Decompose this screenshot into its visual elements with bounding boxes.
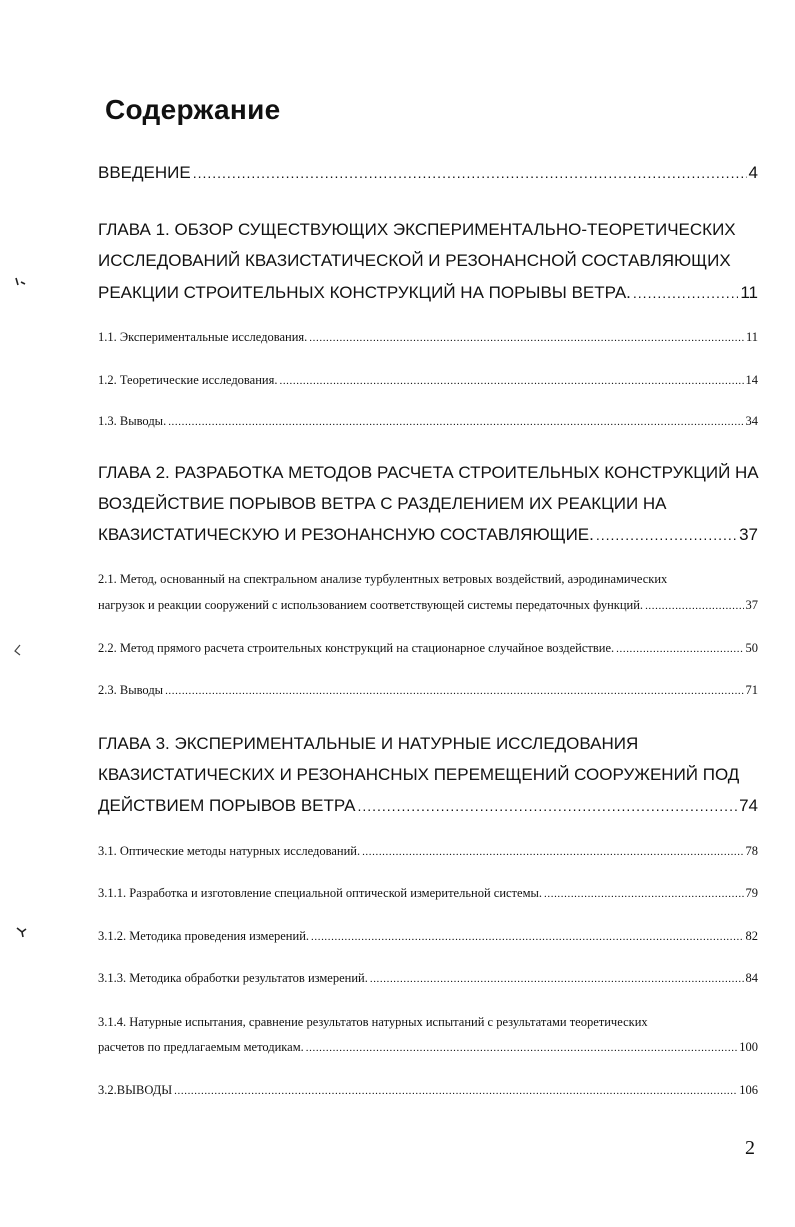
entry-label: КВАЗИСТАТИЧЕСКУЮ И РЕЗОНАНСНУЮ СОСТАВЛЯЮЩИЕ. — [98, 525, 594, 544]
toc-entry-2-1[interactable] — [98, 598, 758, 613]
dot-leader — [596, 527, 737, 543]
entry-label: 1.2. Теоретические исследования. — [98, 373, 278, 387]
entry-label: нагрузок и реакции сооружений с использованием соответствующей системы передаточных функций. — [98, 598, 644, 612]
entry-label: 3.1.1. Разработка и изготовление специальной оптической измерительной системы. — [98, 886, 543, 900]
toc-entry-3-1-4-line-1: 3.1.4. Натурные испытания, сравнение результатов натурных испытаний с результатами теоретических — [98, 1015, 648, 1029]
toc-entry-3-1-2[interactable] — [98, 929, 758, 944]
chapter-2-title-line-2: ВОЗДЕЙСТВИЕ ПОРЫВОВ ВЕТРА С РАЗДЕЛЕНИЕМ ИХ РЕАКЦИИ НА — [98, 494, 667, 513]
scan-speck-icon — [12, 643, 26, 657]
entry-label: 3.1.3. Методика обработки результатов измерений. — [98, 971, 368, 985]
page-number: 2 — [745, 1137, 755, 1159]
toc-entry-chapter-1[interactable] — [98, 283, 758, 303]
entry-page: 4 — [748, 163, 758, 182]
entry-page: 82 — [745, 929, 758, 943]
entry-page: 79 — [745, 886, 758, 900]
toc-entry-intro[interactable] — [98, 163, 758, 183]
entry-label: 3.1.2. Методика проведения измерений. — [98, 929, 310, 943]
entry-page: 34 — [745, 414, 758, 428]
toc-entry-chapter-2[interactable] — [98, 525, 758, 545]
entry-page: 37 — [745, 598, 758, 612]
toc-entry-3-2[interactable] — [98, 1083, 758, 1098]
toc-entry-3-1[interactable] — [98, 844, 758, 859]
toc-entry-2-3[interactable] — [98, 683, 758, 698]
entry-label: 3.2.ВЫВОДЫ — [98, 1083, 173, 1097]
toc-entry-chapter-3[interactable] — [98, 796, 758, 816]
entry-label: 1.3. Выводы. — [98, 414, 167, 428]
toc-entry-2-1-line-1: 2.1. Метод, основанный на спектральном анализе турбулентных ветровых воздействий, аэродинамических — [98, 572, 668, 586]
entry-page: 74 — [739, 796, 758, 815]
toc-entry-3-1-1[interactable] — [98, 886, 758, 901]
dot-leader — [165, 685, 743, 697]
entry-page: 11 — [745, 330, 758, 344]
entry-page: 71 — [745, 683, 758, 697]
entry-page: 106 — [739, 1083, 758, 1097]
entry-label: расчетов по предлагаемым методикам. — [98, 1040, 304, 1054]
chapter-1-title-line-1: ГЛАВА 1. ОБЗОР СУЩЕСТВУЮЩИХ ЭКСПЕРИМЕНТАЛЬНО-ТЕОРЕТИЧЕСКИХ — [98, 220, 736, 239]
page-title: Содержание — [105, 94, 281, 125]
entry-label: 3.1. Оптические методы натурных исследований. — [98, 844, 361, 858]
entry-label: 2.3. Выводы — [98, 683, 164, 697]
entry-page: 11 — [740, 283, 758, 302]
toc-entry-3-1-3[interactable] — [98, 971, 758, 986]
entry-label: РЕАКЦИИ СТРОИТЕЛЬНЫХ КОНСТРУКЦИЙ НА ПОРЫВЫ ВЕТРА. — [98, 283, 631, 302]
entry-page: 50 — [745, 641, 758, 655]
dot-leader — [633, 285, 738, 301]
entry-label: ДЕЙСТВИЕМ ПОРЫВОВ ВЕТРА — [98, 796, 356, 815]
entry-page: 100 — [739, 1040, 758, 1054]
dot-leader — [174, 1085, 737, 1097]
dot-leader — [362, 846, 743, 858]
toc-entry-1-2[interactable] — [98, 373, 758, 388]
chapter-3-title-line-2: КВАЗИСТАТИЧЕСКИХ И РЕЗОНАНСНЫХ ПЕРЕМЕЩЕНИЙ СООРУЖЕНИЙ ПОД — [98, 765, 740, 784]
toc-entry-2-2[interactable] — [98, 641, 758, 656]
dot-leader — [357, 798, 737, 814]
entry-page: 37 — [739, 525, 758, 544]
entry-page: 84 — [745, 971, 758, 985]
scan-speck-icon — [14, 276, 28, 288]
scan-speck-icon — [14, 925, 30, 939]
entry-label: ВВЕДЕНИЕ — [98, 163, 191, 182]
dot-leader — [279, 375, 743, 387]
toc-entry-3-1-4[interactable] — [98, 1040, 758, 1055]
entry-label: 2.2. Метод прямого расчета строительных конструкций на стационарное случайное воздействие. — [98, 641, 615, 655]
chapter-1-title-line-2: ИССЛЕДОВАНИЙ КВАЗИСТАТИЧЕСКОЙ И РЕЗОНАНСНОЙ СОСТАВЛЯЮЩИХ — [98, 251, 731, 270]
dot-leader — [309, 332, 744, 344]
dot-leader — [193, 165, 747, 181]
dot-leader — [544, 888, 743, 900]
entry-label: 1.1. Экспериментальные исследования. — [98, 330, 308, 344]
toc-entry-1-3[interactable] — [98, 414, 758, 429]
dot-leader — [645, 600, 743, 612]
dot-leader — [168, 416, 743, 428]
chapter-2-title-line-1: ГЛАВА 2. РАЗРАБОТКА МЕТОДОВ РАСЧЕТА СТРОИТЕЛЬНЫХ КОНСТРУКЦИЙ НА — [98, 463, 759, 482]
dot-leader — [370, 973, 744, 985]
chapter-3-title-line-1: ГЛАВА 3. ЭКСПЕРИМЕНТАЛЬНЫЕ И НАТУРНЫЕ ИССЛЕДОВАНИЯ — [98, 734, 639, 753]
dot-leader — [616, 643, 743, 655]
toc-entry-1-1[interactable] — [98, 330, 758, 345]
entry-page: 78 — [745, 844, 758, 858]
entry-page: 14 — [745, 373, 758, 387]
dot-leader — [306, 1042, 737, 1054]
dot-leader — [311, 931, 743, 943]
